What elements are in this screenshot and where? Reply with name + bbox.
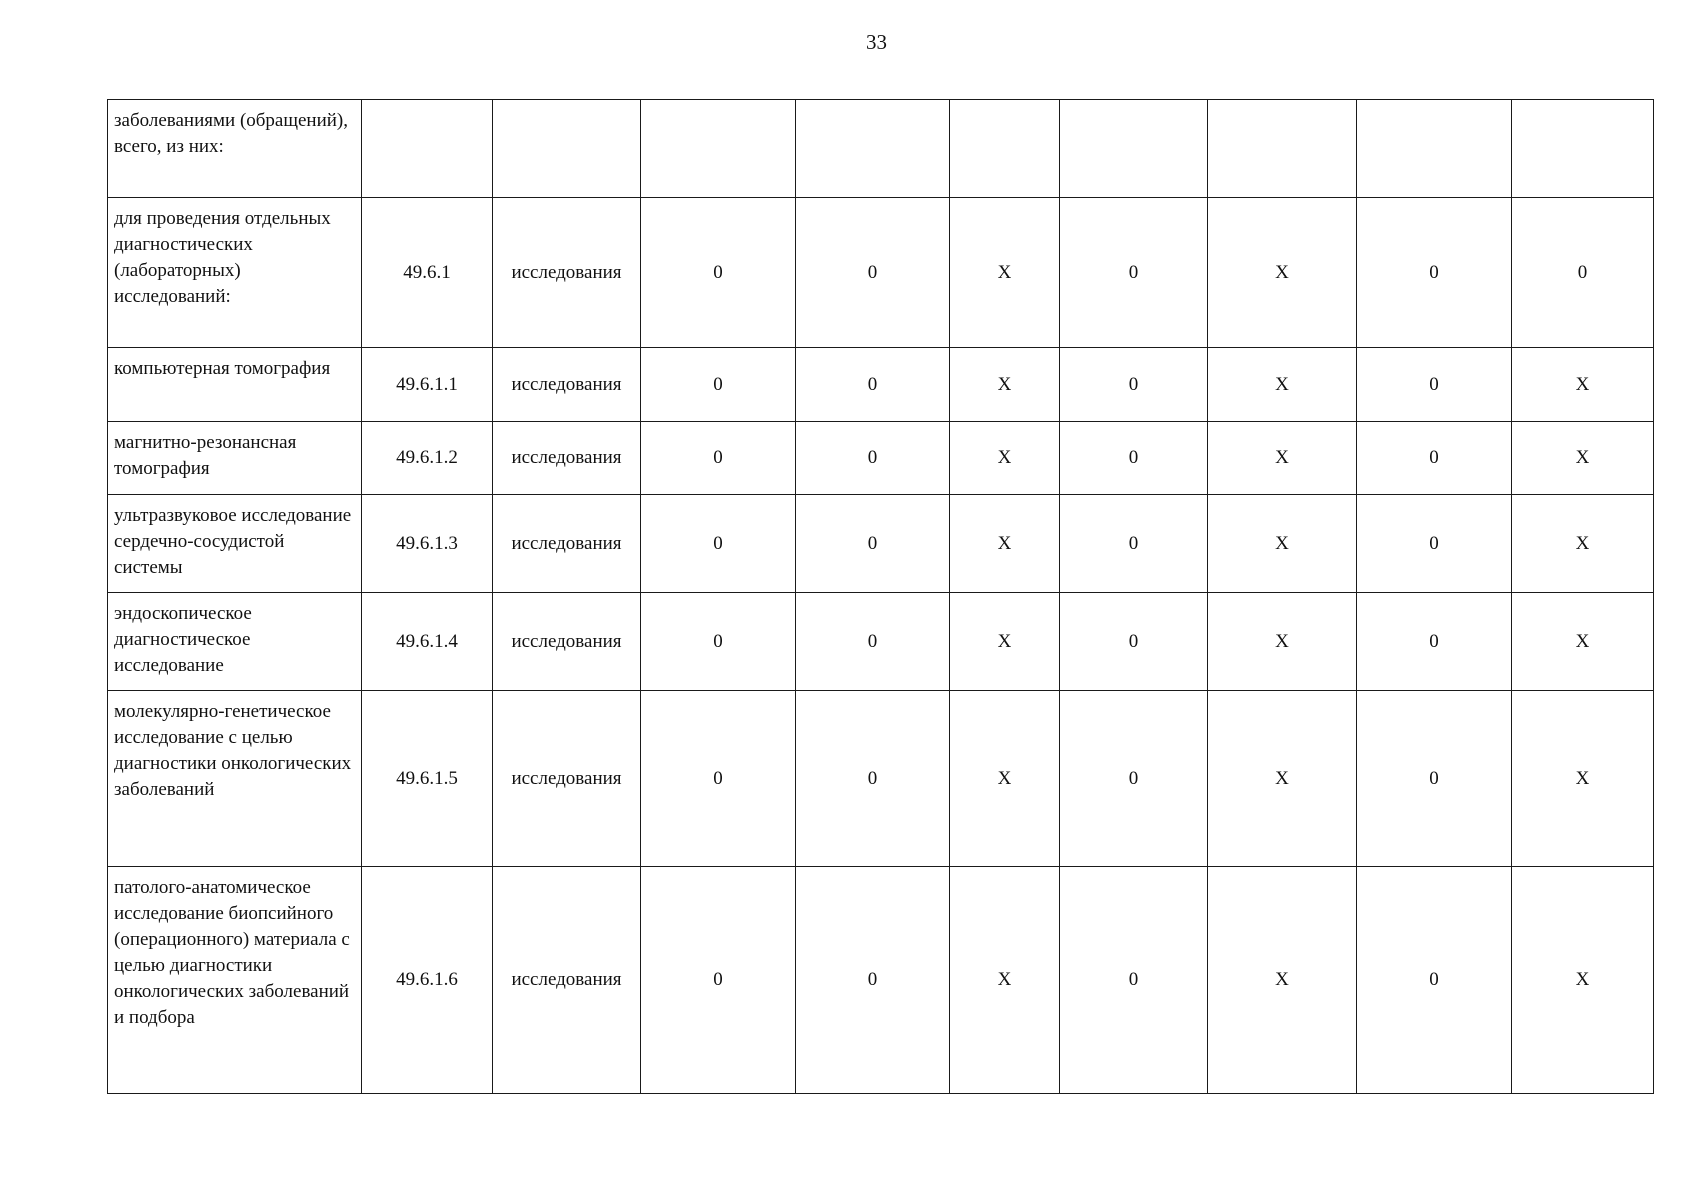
value-cell: X	[950, 691, 1060, 867]
value-cell: 0	[1060, 495, 1208, 593]
value-cell: X	[1512, 422, 1654, 495]
value-cell: 0	[796, 691, 950, 867]
table-row	[108, 691, 1654, 867]
row-name-cell: заболеваниями (обращений), всего, из них:	[108, 100, 362, 198]
value-cell: X	[1208, 691, 1357, 867]
value-cell: 0	[1060, 348, 1208, 422]
row-unit-cell: исследования	[493, 495, 641, 593]
value-cell: 0	[1512, 198, 1654, 348]
value-cell: 0	[641, 867, 796, 1094]
row-code-cell	[362, 100, 493, 198]
value-cell	[796, 100, 950, 198]
value-cell: 0	[796, 348, 950, 422]
value-cell: X	[1208, 593, 1357, 691]
value-cell: 0	[641, 198, 796, 348]
value-cell: 0	[1357, 348, 1512, 422]
table-row	[108, 100, 1654, 198]
value-cell: 0	[641, 593, 796, 691]
row-code-cell: 49.6.1.5	[362, 691, 493, 867]
value-cell: X	[950, 593, 1060, 691]
row-code-cell: 49.6.1.3	[362, 495, 493, 593]
value-cell	[641, 100, 796, 198]
row-name-cell: патолого-анатомическое исследование биопсийного (операционного) материала с целью диагностики онкологических заболеваний и подбора	[108, 867, 362, 1094]
value-cell: X	[950, 867, 1060, 1094]
row-code-cell: 49.6.1	[362, 198, 493, 348]
value-cell: 0	[1357, 198, 1512, 348]
table-row	[108, 348, 1654, 422]
row-name-cell: молекулярно-генетическое исследование с целью диагностики онкологических заболеваний	[108, 691, 362, 867]
value-cell: X	[1208, 495, 1357, 593]
value-cell: 0	[1060, 198, 1208, 348]
value-cell: 0	[1060, 867, 1208, 1094]
value-cell: X	[1208, 422, 1357, 495]
value-cell: X	[1512, 593, 1654, 691]
value-cell: X	[950, 495, 1060, 593]
value-cell: 0	[1357, 495, 1512, 593]
data-table	[107, 99, 1654, 1094]
value-cell: 0	[1060, 422, 1208, 495]
row-unit-cell: исследования	[493, 867, 641, 1094]
value-cell: 0	[641, 691, 796, 867]
row-name-cell: магнитно-резонансная томография	[108, 422, 362, 495]
value-cell: 0	[1357, 593, 1512, 691]
table-row	[108, 593, 1654, 691]
value-cell: 0	[796, 593, 950, 691]
value-cell: 0	[796, 495, 950, 593]
value-cell: X	[1208, 198, 1357, 348]
value-cell: 0	[1357, 691, 1512, 867]
value-cell: 0	[1357, 867, 1512, 1094]
value-cell	[1512, 100, 1654, 198]
value-cell: 0	[1357, 422, 1512, 495]
value-cell	[1060, 100, 1208, 198]
value-cell: 0	[641, 422, 796, 495]
value-cell: X	[1512, 691, 1654, 867]
value-cell: 0	[1060, 691, 1208, 867]
value-cell: 0	[796, 867, 950, 1094]
row-name-cell: эндоскопическое диагностическое исследование	[108, 593, 362, 691]
row-unit-cell: исследования	[493, 348, 641, 422]
table-row	[108, 495, 1654, 593]
row-name-cell: для проведения отдельных диагностических (лабораторных) исследований:	[108, 198, 362, 348]
page-number: 33	[866, 30, 887, 54]
row-code-cell: 49.6.1.2	[362, 422, 493, 495]
table-row	[108, 198, 1654, 348]
value-cell	[1357, 100, 1512, 198]
row-name-cell: ультразвуковое исследование сердечно-сосудистой системы	[108, 495, 362, 593]
value-cell	[950, 100, 1060, 198]
row-code-cell: 49.6.1.4	[362, 593, 493, 691]
row-unit-cell: исследования	[493, 691, 641, 867]
row-unit-cell	[493, 100, 641, 198]
value-cell	[1208, 100, 1357, 198]
table-row	[108, 422, 1654, 495]
value-cell: X	[1512, 348, 1654, 422]
value-cell: X	[950, 348, 1060, 422]
value-cell: 0	[641, 348, 796, 422]
row-unit-cell: исследования	[493, 593, 641, 691]
value-cell: X	[1208, 867, 1357, 1094]
value-cell: 0	[1060, 593, 1208, 691]
value-cell: 0	[641, 495, 796, 593]
row-name-cell: компьютерная томография	[108, 348, 362, 422]
row-unit-cell: исследования	[493, 422, 641, 495]
value-cell: X	[1512, 867, 1654, 1094]
value-cell: 0	[796, 198, 950, 348]
row-code-cell: 49.6.1.1	[362, 348, 493, 422]
value-cell: X	[950, 198, 1060, 348]
table-row	[108, 867, 1654, 1094]
value-cell: X	[1208, 348, 1357, 422]
value-cell: 0	[796, 422, 950, 495]
value-cell: X	[1512, 495, 1654, 593]
row-code-cell: 49.6.1.6	[362, 867, 493, 1094]
row-unit-cell: исследования	[493, 198, 641, 348]
value-cell: X	[950, 422, 1060, 495]
